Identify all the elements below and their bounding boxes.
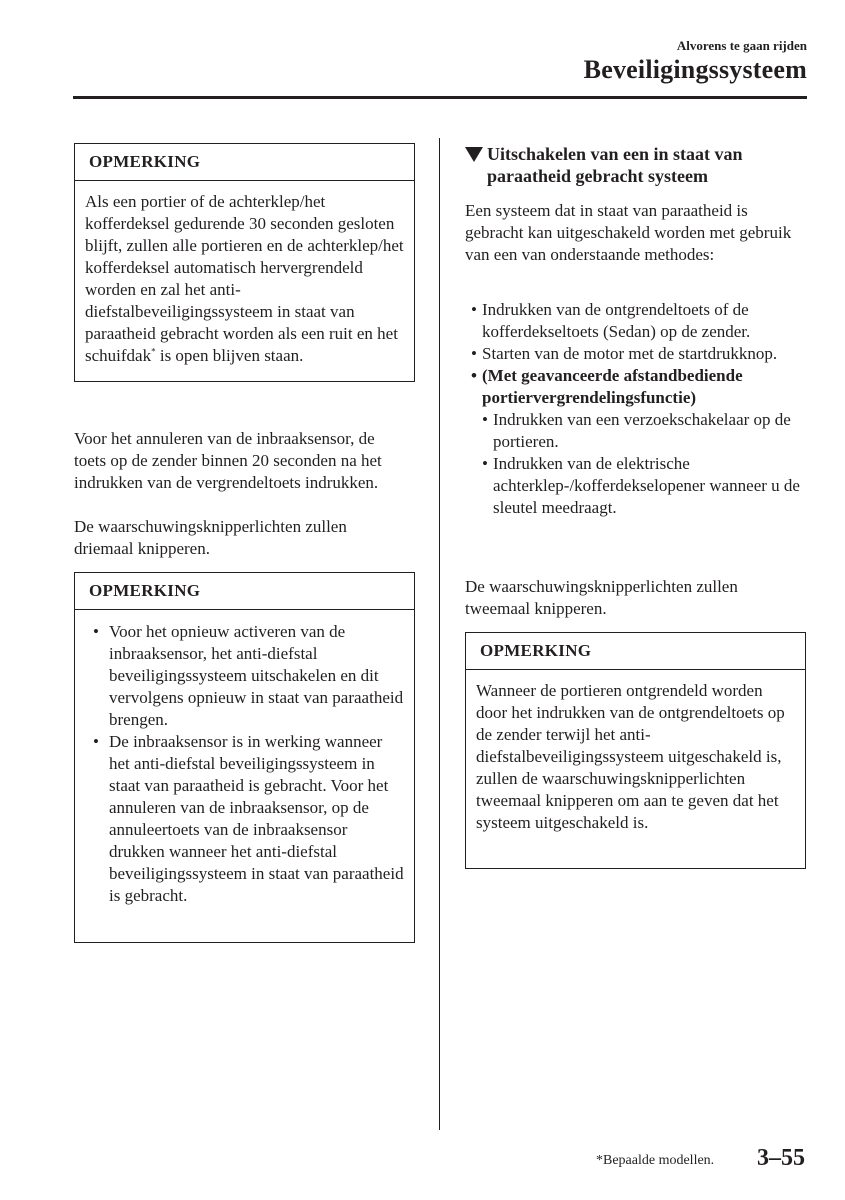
note-title: OPMERKING — [466, 633, 805, 670]
note-body — [75, 181, 414, 377]
sub-list-item: • Indrukken van de elektrische achterklep-/kofferdekselopener wanneer u de sleutel meedraagt. — [465, 453, 806, 519]
note-box-3 — [465, 632, 806, 869]
note-box-2 — [74, 572, 415, 943]
sub-list-item: • Indrukken van een verzoekschakelaar op de portieren. — [465, 409, 806, 453]
sub-bullets — [465, 409, 806, 519]
methods-bullets — [465, 299, 806, 409]
column-divider — [439, 138, 440, 1130]
list-item: • Indrukken van de ontgrendeltoets of de kofferdekseltoets (Sedan) op de zender. — [465, 299, 806, 343]
paragraph-intro: Een systeem dat in staat van paraatheid is gebracht kan uitgeschakeld worden met gebruik van een van onderstaande methodes: — [465, 201, 792, 264]
footnote: *Bepaalde modellen. — [596, 1153, 715, 1168]
list-item: • Starten van de motor met de startdrukknop. — [465, 343, 806, 365]
note-list — [85, 621, 406, 907]
page-title: Beveiligingssysteem — [583, 55, 807, 84]
note-box-1 — [74, 143, 415, 382]
note-text-end: is open blijven staan. — [155, 346, 304, 365]
list-item-bold: • (Met geavanceerde afstandbediende portiervergrendelingsfunctie) — [465, 365, 806, 409]
note-title: OPMERKING — [75, 573, 414, 610]
paragraph-flash-twice: De waarschuwingsknipperlichten zullen tweemaal knipperen. — [465, 577, 738, 618]
note-body: Wanneer de portieren ontgrendeld worden door het indrukken van de ontgrendeltoets op de zender terwijl het anti-diefstalbeveiligingssysteem uitgeschakeld is, zullen de waarschuwingsknipperlichten tweemaal knipperen om aan te geven dat het systeem uitgeschakeld is. — [476, 681, 785, 832]
note-title: OPMERKING — [75, 144, 414, 181]
list-item: • De inbraaksensor is in werking wanneer het anti-diefstal beveiligingssysteem in staat van paraatheid is gebracht. Voor het annuleren van de inbraaksensor, op de annuleertoets van de inbraaksensor drukken wanneer het anti-diefstal beveiligingssysteem in staat van paraatheid is gebracht. — [85, 731, 406, 907]
section-heading — [465, 143, 806, 187]
footnote-mark: * — [151, 346, 156, 357]
section-heading-text: Uitschakelen van een in staat van paraatheid gebracht systeem — [487, 144, 743, 186]
note-body — [75, 610, 414, 917]
methods-list — [465, 299, 806, 519]
note-text: Als een portier of de achterklep/het kofferdeksel gedurende 30 seconden gesloten blijft, zullen alle portieren en de achterklep/het kofferdeksel automatisch hervergrendeld worden en zal het anti-diefstalbeveiligingssysteem in staat van paraatheid gebracht worden als een ruit en het schuifdak — [85, 192, 404, 365]
paragraph-flash-three: De waarschuwingsknipperlichten zullen driemaal knipperen. — [74, 517, 347, 558]
list-item: • Voor het opnieuw activeren van de inbraaksensor, het anti-diefstal beveiligingssysteem uitschakelen en dit vervolgens opnieuw in staat van paraatheid brengen. — [85, 621, 406, 731]
header-rule — [73, 96, 807, 99]
triangle-marker-icon — [465, 147, 483, 162]
paragraph-cancel-sensor: Voor het annuleren van de inbraaksensor, de toets op de zender binnen 20 seconden na het indrukken van de vergrendeltoets indrukken. — [74, 429, 382, 492]
header-section-label: Alvorens te gaan rijden — [676, 38, 807, 53]
page-number: 3–55 — [757, 1145, 805, 1171]
